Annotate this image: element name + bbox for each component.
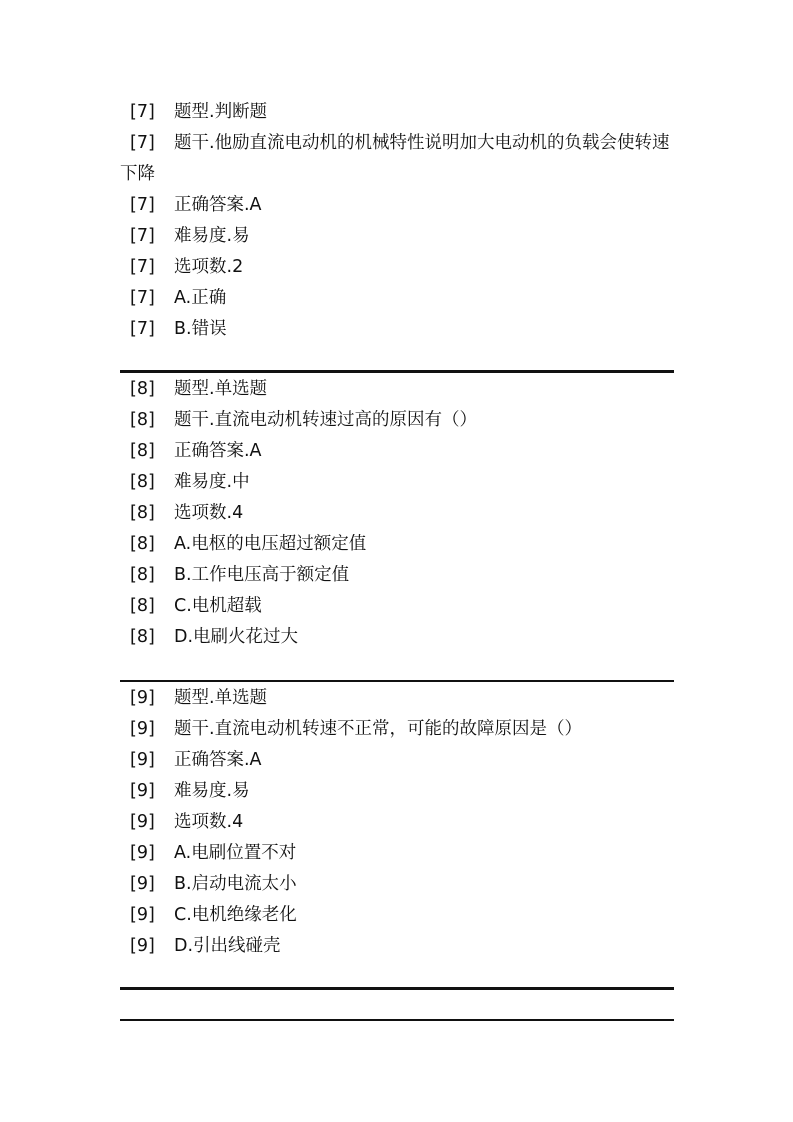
question-number: [9] [130,781,155,801]
option-line [120,529,674,560]
question-type-line [120,97,674,128]
option-line [120,314,674,345]
question-number: [8] [130,410,155,430]
option-b: B.启动电流太小 [174,874,297,894]
question-number: [7] [130,195,155,215]
answer-line [120,745,674,776]
option-count-line [120,252,674,283]
answer-line [120,190,674,221]
question-type: 题型.判断题 [174,102,268,122]
option-c: C.电机绝缘老化 [174,905,297,925]
option-count: 选项数.4 [174,812,244,832]
option-a: A.正确 [174,288,227,308]
option-d: D.电刷火花过大 [174,627,299,647]
section-divider [120,987,674,990]
correct-answer: 正确答案.A [174,195,262,215]
option-count-line [120,807,674,838]
question-type: 题型.单选题 [174,379,268,399]
question-number: [8] [130,627,155,647]
option-a: A.电枢的电压超过额定值 [174,534,367,554]
question-number: [9] [130,750,155,770]
question-number: [8] [130,441,155,461]
question-7 [120,97,674,345]
question-stem-line [120,714,674,745]
question-number: [9] [130,719,155,739]
question-stem-line [120,405,674,436]
question-stem-line [120,128,674,190]
question-number: [8] [130,596,155,616]
option-line [120,591,674,622]
question-number: [8] [130,472,155,492]
option-count: 选项数.2 [174,257,244,277]
question-number: [7] [130,257,155,277]
question-8 [120,374,674,653]
option-line [120,560,674,591]
question-stem: 题干.他励直流电动机的机械特性说明加大电动机的负载会使转速下降 [120,133,670,184]
option-a: A.电刷位置不对 [174,843,297,863]
section-divider [120,370,674,373]
question-number: [8] [130,503,155,523]
question-number: [9] [130,874,155,894]
option-count-line [120,498,674,529]
question-number: [8] [130,534,155,554]
question-stem: 题干.直流电动机转速不正常，可能的故障原因是（） [174,719,583,739]
question-number: [9] [130,812,155,832]
option-d: D.引出线碰壳 [174,936,281,956]
question-type-line [120,683,674,714]
question-type: 题型.单选题 [174,688,268,708]
option-line [120,838,674,869]
question-number: [9] [130,936,155,956]
option-count: 选项数.4 [174,503,244,523]
correct-answer: 正确答案.A [174,750,262,770]
option-line [120,869,674,900]
question-number: [9] [130,688,155,708]
option-b: B.错误 [174,319,227,339]
correct-answer: 正确答案.A [174,441,262,461]
section-divider [120,1019,674,1021]
question-number: [7] [130,288,155,308]
option-line [120,283,674,314]
option-line [120,622,674,653]
section-divider [120,680,674,682]
option-c: C.电机超载 [174,596,262,616]
difficulty: 难易度.中 [174,472,250,492]
difficulty-line [120,221,674,252]
question-number: [7] [130,319,155,339]
question-number: [7] [130,226,155,246]
difficulty: 难易度.易 [174,226,250,246]
question-number: [7] [130,133,155,153]
question-number: [9] [130,905,155,925]
option-line [120,900,674,931]
option-line [120,931,674,962]
question-type-line [120,374,674,405]
difficulty: 难易度.易 [174,781,250,801]
option-b: B.工作电压高于额定值 [174,565,350,585]
question-number: [9] [130,843,155,863]
answer-line [120,436,674,467]
difficulty-line [120,467,674,498]
question-stem: 题干.直流电动机转速过高的原因有（） [174,410,478,430]
question-number: [8] [130,379,155,399]
question-number: [7] [130,102,155,122]
question-number: [8] [130,565,155,585]
question-9 [120,683,674,962]
difficulty-line [120,776,674,807]
